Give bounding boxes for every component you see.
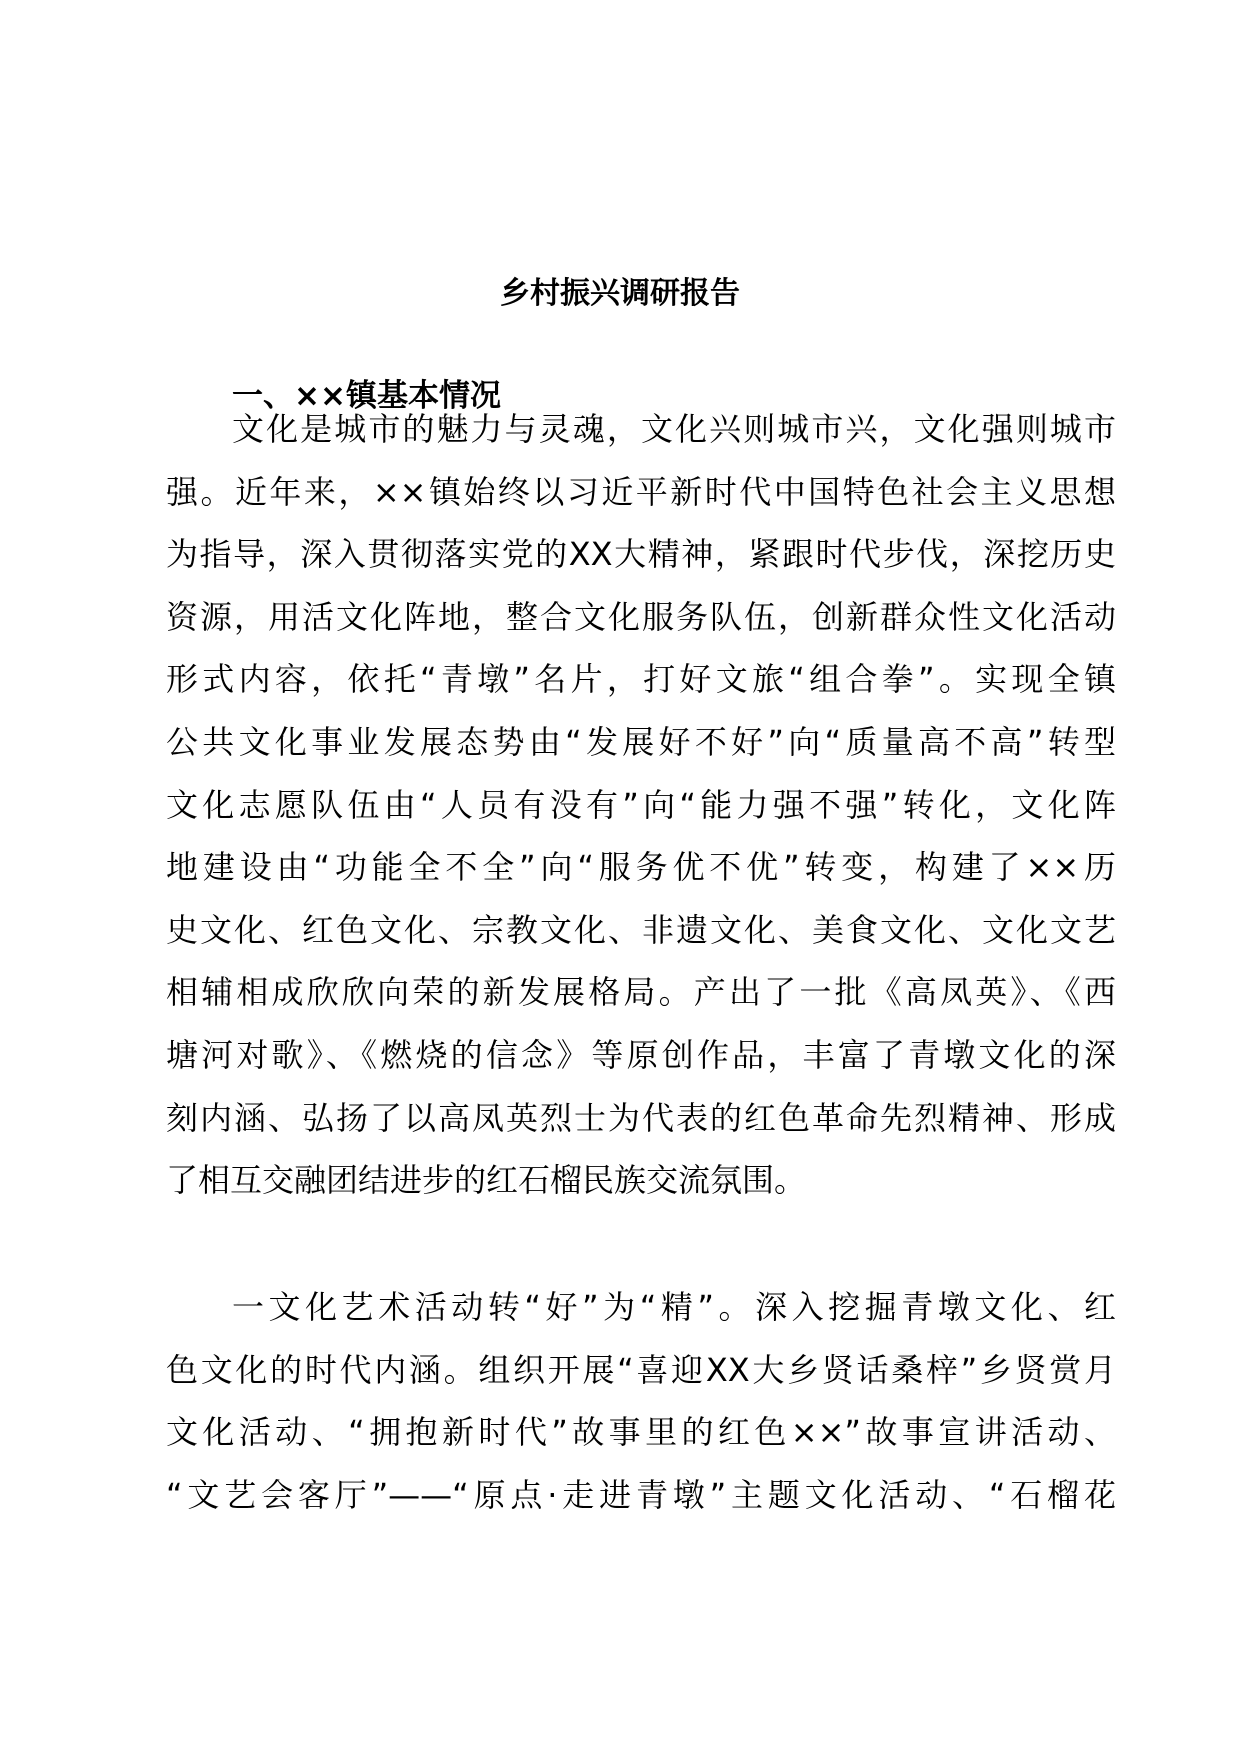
paragraph-line: 一文化艺术活动转“好”为“精”。深入挖掘青墩文化、红	[232, 1288, 1116, 1326]
paragraph-line: 色文化的时代内涵。组织开展“喜迎XX大乡贤话桑梓”乡贤赏月	[166, 1350, 1116, 1389]
paragraph-line: 刻内涵、弘扬了以高凤英烈士为代表的红色革命先烈精神、形成	[166, 1098, 1116, 1137]
paragraph-line: 塘河对歌》、《燃烧的信念》等原创作品，丰富了青墩文化的深	[166, 1035, 1116, 1074]
paragraph-line: 为指导，深入贯彻落实党的XX大精神，紧跟时代步伐，深挖历史	[166, 535, 1116, 574]
paragraph-2	[166, 1276, 1116, 1526]
paragraph-line: 文化活动、“拥抱新时代”故事里的红色××”故事宣讲活动、	[166, 1413, 1116, 1452]
paragraph-line: 地建设由“功能全不全”向“服务优不优”转变，构建了××历	[166, 848, 1116, 887]
document-title: 乡村振兴调研报告	[500, 276, 740, 311]
paragraph-line: 形式内容，依托“青墩”名片，打好文旅“组合拳”。实现全镇	[166, 660, 1116, 699]
section-heading: 一、××镇基本情况	[232, 378, 501, 414]
paragraph-line: 相辅相成欣欣向荣的新发展格局。产出了一批《高凤英》、《西	[166, 973, 1116, 1012]
paragraph-line: 强。近年来，××镇始终以习近平新时代中国特色社会主义思想	[166, 472, 1116, 511]
paragraph-line: 了相互交融团结进步的红石榴民族交流氛围。	[166, 1161, 807, 1200]
paragraph-line: 资源，用活文化阵地，整合文化服务队伍，创新群众性文化活动	[166, 597, 1116, 636]
paragraph-line: 公共文化事业发展态势由“发展好不好”向“质量高不高”转型	[166, 722, 1116, 761]
paragraph-line: 史文化、红色文化、宗教文化、非遗文化、美食文化、文化文艺	[166, 910, 1116, 949]
paragraph-line: 文化志愿队伍由“人员有没有”向“能力强不强”转化，文化阵	[166, 785, 1116, 824]
paragraph-line: “文艺会客厅”——“原点·走进青墩”主题文化活动、“石榴花	[166, 1475, 1116, 1514]
paragraph-1	[166, 398, 1116, 1212]
paragraph-line: 文化是城市的魅力与灵魂，文化兴则城市兴，文化强则城市	[232, 410, 1116, 448]
